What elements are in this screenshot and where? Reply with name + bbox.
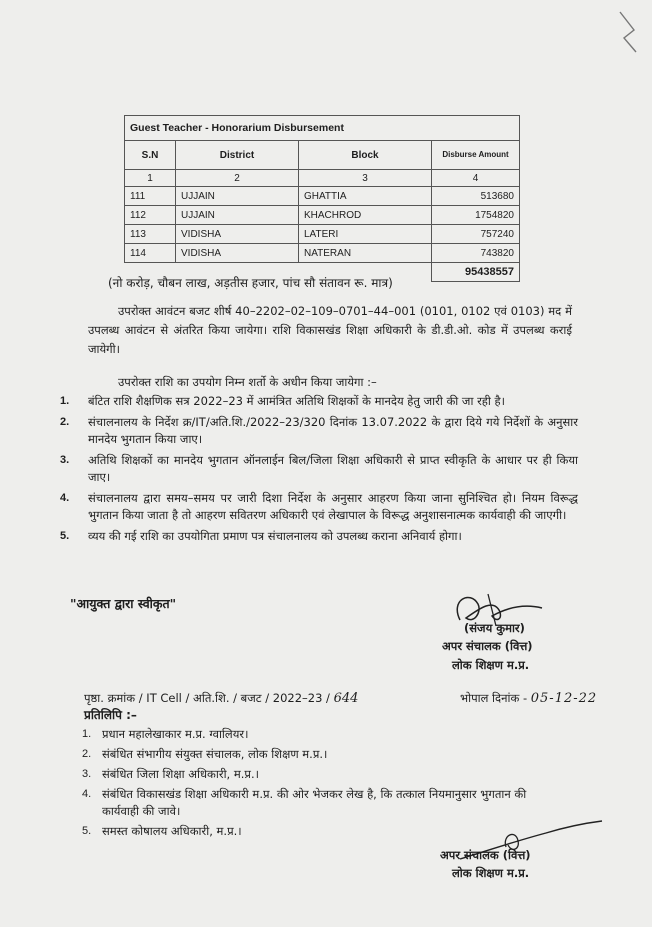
- index-cell: 3: [299, 170, 432, 187]
- cell-block: GHATTIA: [299, 187, 432, 206]
- cell-district: UJJAIN: [176, 187, 299, 206]
- index-cell: 1: [125, 170, 176, 187]
- endorsement-number: 644: [333, 691, 359, 706]
- endorsement-date-line: [460, 689, 597, 708]
- copy-number: 3.: [82, 768, 92, 780]
- cell-block: KHACHROD: [299, 206, 432, 225]
- condition-number: 5.: [60, 529, 70, 542]
- cell-block: NATERAN: [299, 244, 432, 263]
- conditions-list: [60, 393, 578, 548]
- condition-item: [60, 528, 578, 546]
- copy-number: 4.: [82, 788, 92, 800]
- copy-text: संबंधित संभागीय संयुक्त संचालक, लोक शिक्षण म.प्र.।: [102, 747, 328, 761]
- cell-sn: 111: [125, 187, 176, 206]
- page-fold-mark-icon: [616, 10, 640, 54]
- header-amount: Disburse Amount: [432, 141, 520, 170]
- cell-amount: 513680: [432, 187, 520, 206]
- signatory-organization: लोक शिक्षण म.प्र.: [452, 866, 530, 880]
- copy-text: प्रधान महालेखाकार म.प्र. ग्वालियर।: [102, 727, 249, 741]
- signatory-organization: लोक शिक्षण म.प्र.: [452, 658, 530, 672]
- copy-text: समस्त कोषालय अधिकारी, म.प्र.।: [102, 824, 242, 838]
- copy-item: [82, 726, 552, 743]
- signatory-designation: अपर संचालक (वित्त): [440, 848, 531, 862]
- cell-district: UJJAIN: [176, 206, 299, 225]
- condition-item: [60, 452, 578, 487]
- table-row: [125, 244, 520, 263]
- header-block: Block: [299, 141, 432, 170]
- approved-by-note: "आयुक्त द्वारा स्वीकृत": [70, 596, 177, 611]
- index-cell: 2: [176, 170, 299, 187]
- condition-text: संचालनालय द्वारा समय–समय पर जारी दिशा निर्देश के अनुसार आहरण किया जाना सुनिश्चित हो। नियम विरूद्ध भुगतान किया जाता है तो आहरण सवितरण अधिकारी एवं लेखापाल के विरूद्ध अनुशासनात्मक कार्यवाही की जाएगी।: [88, 490, 578, 522]
- cell-sn: 114: [125, 244, 176, 263]
- cell-amount: 757240: [432, 225, 520, 244]
- cell-sn: 113: [125, 225, 176, 244]
- header-sn: S.N: [125, 141, 176, 170]
- table-title: Guest Teacher - Honorarium Disbursement: [125, 116, 520, 141]
- copy-number: 2.: [82, 748, 92, 760]
- date-value: 05-12-22: [530, 691, 598, 706]
- copy-number: 1.: [82, 728, 92, 740]
- condition-number: 1.: [60, 395, 70, 407]
- copy-text: संबंधित जिला शिक्षा अधिकारी, म.प्र.।: [102, 767, 259, 781]
- table-row: [125, 225, 520, 244]
- cell-amount: 743820: [432, 244, 520, 263]
- copy-item: [82, 766, 552, 783]
- table-row: [125, 206, 520, 225]
- signatory-designation: अपर संचालक (वित्त): [442, 639, 533, 653]
- cell-district: VIDISHA: [176, 225, 299, 244]
- condition-text: अतिथि शिक्षकों का मानदेय भुगतान ऑनलाईन बिल/जिला शिक्षा अधिकारी से प्राप्त स्वीकृति के आधार पर ही किया जाए।: [88, 452, 578, 484]
- table-row: [125, 187, 520, 206]
- copy-text: संबंधित विकासखंड शिक्षा अधिकारी म.प्र. की ओर भेजकर लेख है, कि तत्काल नियमानुसार भुगतान की कार्यवाही की जावे।: [102, 787, 527, 818]
- condition-item: [60, 490, 578, 525]
- cell-block: LATERI: [299, 225, 432, 244]
- signatory-name: (संजय कुमार): [464, 621, 525, 635]
- copy-item: [82, 746, 552, 763]
- condition-item: [60, 414, 578, 449]
- total-amount: 95438557: [432, 263, 520, 282]
- header-district: District: [176, 141, 299, 170]
- conditions-intro: उपरोक्त राशि का उपयोग निम्न शर्तो के अधीन किया जायेगा :–: [118, 375, 377, 389]
- endorsement-prefix: पृष्ठा. क्रमांक / IT Cell / अति.शि. / बजट / 2022–23 /: [84, 691, 330, 705]
- cell-amount: 1754820: [432, 206, 520, 225]
- allocation-paragraph: उपरोक्त आवंटन बजट शीर्ष 40–2202–02–109–0701–44–001 (0101, 0102 एवं 0103) मद में उपलब्ध आवंटन से अंतरित किया जायेगा। राशि विकासखंड शिक्षा अधिकारी के डी.डी.ओ. कोड में उपलब्ध कराई जायेगी।: [88, 304, 572, 356]
- disbursement-table: [124, 115, 520, 282]
- cell-district: VIDISHA: [176, 244, 299, 263]
- copy-number: 5.: [82, 825, 92, 837]
- date-label: भोपाल दिनांक -: [460, 691, 528, 705]
- condition-item: [60, 393, 578, 411]
- condition-number: 2.: [60, 415, 70, 428]
- copy-to-label: प्रतिलिपि :–: [84, 708, 137, 722]
- amount-in-words: (नो करोड़, चौबन लाख, अड़तीस हजार, पांच सौ संतावन रू. मात्र): [108, 276, 393, 290]
- cell-sn: 112: [125, 206, 176, 225]
- condition-text: व्यय की गई राशि का उपयोगिता प्रमाण पत्र संचालनालय को उपलब्ध कराना अनिवार्य होगा।: [88, 528, 462, 543]
- condition-number: 4.: [60, 491, 70, 504]
- condition-number: 3.: [60, 453, 70, 466]
- index-cell: 4: [432, 170, 520, 187]
- condition-text: संचालनालय के निर्देश क्र/IT/अति.शि./2022–23/320 दिनांक 13.07.2022 के द्वारा दिये गये निर्देशों के अनुसार मानदेय भुगतान किया जाए।: [88, 414, 578, 446]
- condition-text: बंटित राशि शैक्षणिक सत्र 2022–23 में आमंत्रित अतिथि शिक्षकों के मानदेय हेतु जारी की जा रही है।: [88, 394, 505, 408]
